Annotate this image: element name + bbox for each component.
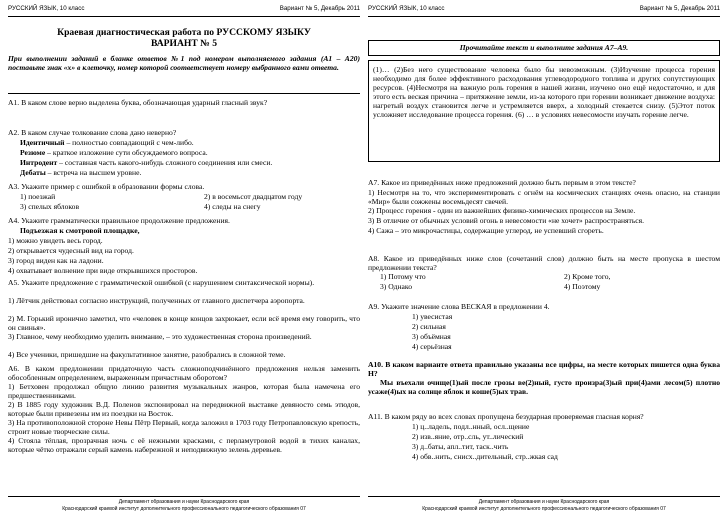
a3-option[interactable]: 1) поезжай [20,192,56,201]
a9-option[interactable]: 4) серьёзная [412,342,452,351]
footer-department: Департамент образования и науки Краснодарского края [118,499,250,505]
test-title: Краевая диагностическая работа по РУССКОМУ ЯЗЫКУ [57,27,311,38]
header-variant: Вариант № 5, Декабрь 2011 [279,5,360,12]
a6-option[interactable]: 2) В 1885 году художник В.Д. Поленов экспонировал на передвижной выставке девяносто семь этюдов, которые были привезены им из поездки на Восток. [8,400,360,418]
a8-option[interactable]: 1) Потому что [380,272,426,281]
footer-line [8,496,360,497]
a8-option[interactable]: 2) Кроме того, [564,272,611,281]
header-subject: РУССКИЙ ЯЗЫК, 10 класс [368,5,445,12]
a2-item: Дебаты – встреча на высшем уровне. [20,168,142,177]
a11-option[interactable]: 4) обв..нить, снисх..дительный, стр..жкая сад [412,452,558,461]
a3-option[interactable]: 4) следы на снегу [204,202,261,211]
question-a4: А4. Укажите грамматически правильное продолжение предложения. [8,216,230,225]
divider [8,93,360,94]
a10-text: Мы въехали очище(1)ый после грозы ве(2)ный, густо произра(3)ый при(4)ами лесом(5) плотно усаже(4)ых на солнце яблок и коше(5)ых трав. [368,378,720,396]
a2-item: Интродент – составная часть какого-нибудь сложного соединения или смеси. [20,158,273,167]
question-a9: А9. Укажите значение слова ВЕСКАЯ в предложении 4. [368,302,550,311]
a4-option[interactable]: 2) открывается чудесный вид на город. [8,246,134,255]
page-header [8,4,360,17]
footer-institute: Краснодарский краевой институт дополнительного профессионального педагогического образования 07 [422,506,666,512]
footer-institute: Краснодарский краевой институт дополнительного профессионального педагогического образования 07 [62,506,306,512]
a2-item: Идентичный – полностью совпадающий с чем-либо. [20,138,194,147]
header-subject: РУССКИЙ ЯЗЫК, 10 класс [8,5,85,12]
left-page [8,0,360,515]
instruction-text: При выполнении заданий в бланке ответов №1 под номером выполняемого задания (А1 – А20) поставьте знак «х» в клеточку, номер которой соответствует номеру выбранного вами ответа. [8,54,360,72]
a9-option[interactable]: 3) объёмная [412,332,451,341]
a8-option[interactable]: 4) Поэтому [564,282,601,291]
a5-option[interactable]: 3) Главное, чему необходимо уделить внимание, – это художественная сторона произведений. [8,332,312,341]
footer-line [368,496,720,497]
a7-option[interactable]: 1) Несмотря на то, что экспериментировать с огнём на космических станциях очень опасно, на станции «Мир» были сожжены восемьдесят свечей. [368,188,720,206]
question-a2: А2. В каком случае толкование слова дано неверно? [8,128,177,137]
a11-option[interactable]: 3) д..баты, апл..тит, таск..чить [412,442,509,451]
a3-options [8,192,360,212]
footer-department: Департамент образования и науки Краснодарского края [478,499,610,505]
a7-option[interactable]: 4) Сажа – это микрочастицы, содержащие углерод, не успевший сгореть. [368,226,604,235]
a5-option[interactable]: 1) Лётчик действовал согласно инструкций, полученных от главного диспетчера аэропорта. [8,296,305,305]
header-variant: Вариант № 5, Декабрь 2011 [639,5,720,12]
question-a11: А11. В каком ряду во всех словах пропущена безударная проверяемая гласная корня? [368,412,644,421]
task-title: Прочитайте текст и выполните задания А7–А9. [459,43,629,52]
page-header [368,4,720,17]
a7-option[interactable]: 3) В отличие от обычных условий огонь в невесомости «не хочет» распространяться. [368,216,645,225]
a4-option[interactable]: 1) можно увидеть весь город. [8,236,103,245]
a3-option[interactable]: 2) в восемьсот двадцатом году [204,192,303,201]
a8-option[interactable]: 3) Однако [380,282,413,291]
a11-option[interactable]: 2) изв..яние, отр..сль, ут..лический [412,432,524,441]
a9-option[interactable]: 2) сильная [412,322,446,331]
question-a1: А1. В каком слове верно выделена буква, обозначающая ударный гласный звук? [8,98,268,107]
a2-item: Резюме – краткое изложение сути обсуждаемого вопроса. [20,148,208,157]
a6-option[interactable]: 4) Стояла тёплая, прозрачная ночь с её нежными красками, с перламутровой водой в тихих каналах, которые чётко отражали серый камень набережной и неподвижную зелень деревьев. [8,436,360,454]
a6-option[interactable]: 3) На противоположной стороне Невы Пётр Первый, когда заложил в 1703 году Петропавловскую крепость, строит новые творческие силы. [8,418,360,436]
question-a10: А10. В каком варианте ответа правильно указаны все цифры, на месте которых пишется одна буква Н? [368,360,720,378]
variant-title: ВАРИАНТ № 5 [150,38,218,49]
a5-option[interactable]: 4) Все ученики, пришедшие на факультативное занятие, разобрались в сложной теме. [8,350,286,359]
question-a3: А3. Укажите пример с ошибкой в образовании формы слова. [8,182,205,191]
question-a8: А8. Какое из приведённых ниже слов (сочетаний слов) должно быть на месте пропуска в шестом предложении текста? [368,254,720,272]
a5-option[interactable]: 2) М. Горький иронично заметил, что «человек в конце концов захрюкает, если всё время ему говорить, что он свинья». [8,314,360,332]
a4-option[interactable]: 4) охватывает волнение при виде открывшихся просторов. [8,266,198,275]
right-page [368,0,720,515]
a6-option[interactable]: 1) Бетховен продолжал общую линию развития музыкальных жанров, которая была намечена его предшественниками. [8,382,360,400]
question-a6: А6. В каком предложении придаточную часть сложноподчинённого предложения нельзя заменить обособленным определением, выраженным причастным оборотом? [8,364,360,382]
question-a5: А5. Укажите предложение с грамматической ошибкой (с нарушением синтаксической нормы). [8,278,315,287]
task-title-box [368,40,720,56]
a9-option[interactable]: 1) увесистая [412,312,453,321]
a4-option[interactable]: 3) город виден как на ладони. [8,256,104,265]
a3-option[interactable]: 3) спелых яблоков [20,202,80,211]
reading-text-box [368,60,720,162]
a11-option[interactable]: 1) ц..ладель, подл..нный, осл..щение [412,422,530,431]
a7-option[interactable]: 2) Процесс горения - один из важнейших физико-химических процессов на Земле. [368,206,636,215]
a4-lead: Подъезжая к смотровой площадке, [20,226,140,235]
a8-options [368,272,720,292]
reading-text: (1)… (2)Без него существование человека было бы невозможным. (3)Изучение процесса горения необходимо для более эффективного расходования углеводородного топлива и других сопутствующих ресурсов. (4)Несмотря на важную роль горения в нашей жизни, изучено оно ещё недостаточно, и для этого есть веская причина – притяжение земли, из-за которого при горении возникает движение воздуха: нагретый воздух становится легче и устремляется вверх, а холодный стекается снизу. (5)Этот поток усложняет исследование процесса горения. (6) … в условиях невесомости изучать горение легче. [373,65,715,119]
question-a7: А7. Какое из приведённых ниже предложений должно быть первым в этом тексте? [368,178,636,187]
